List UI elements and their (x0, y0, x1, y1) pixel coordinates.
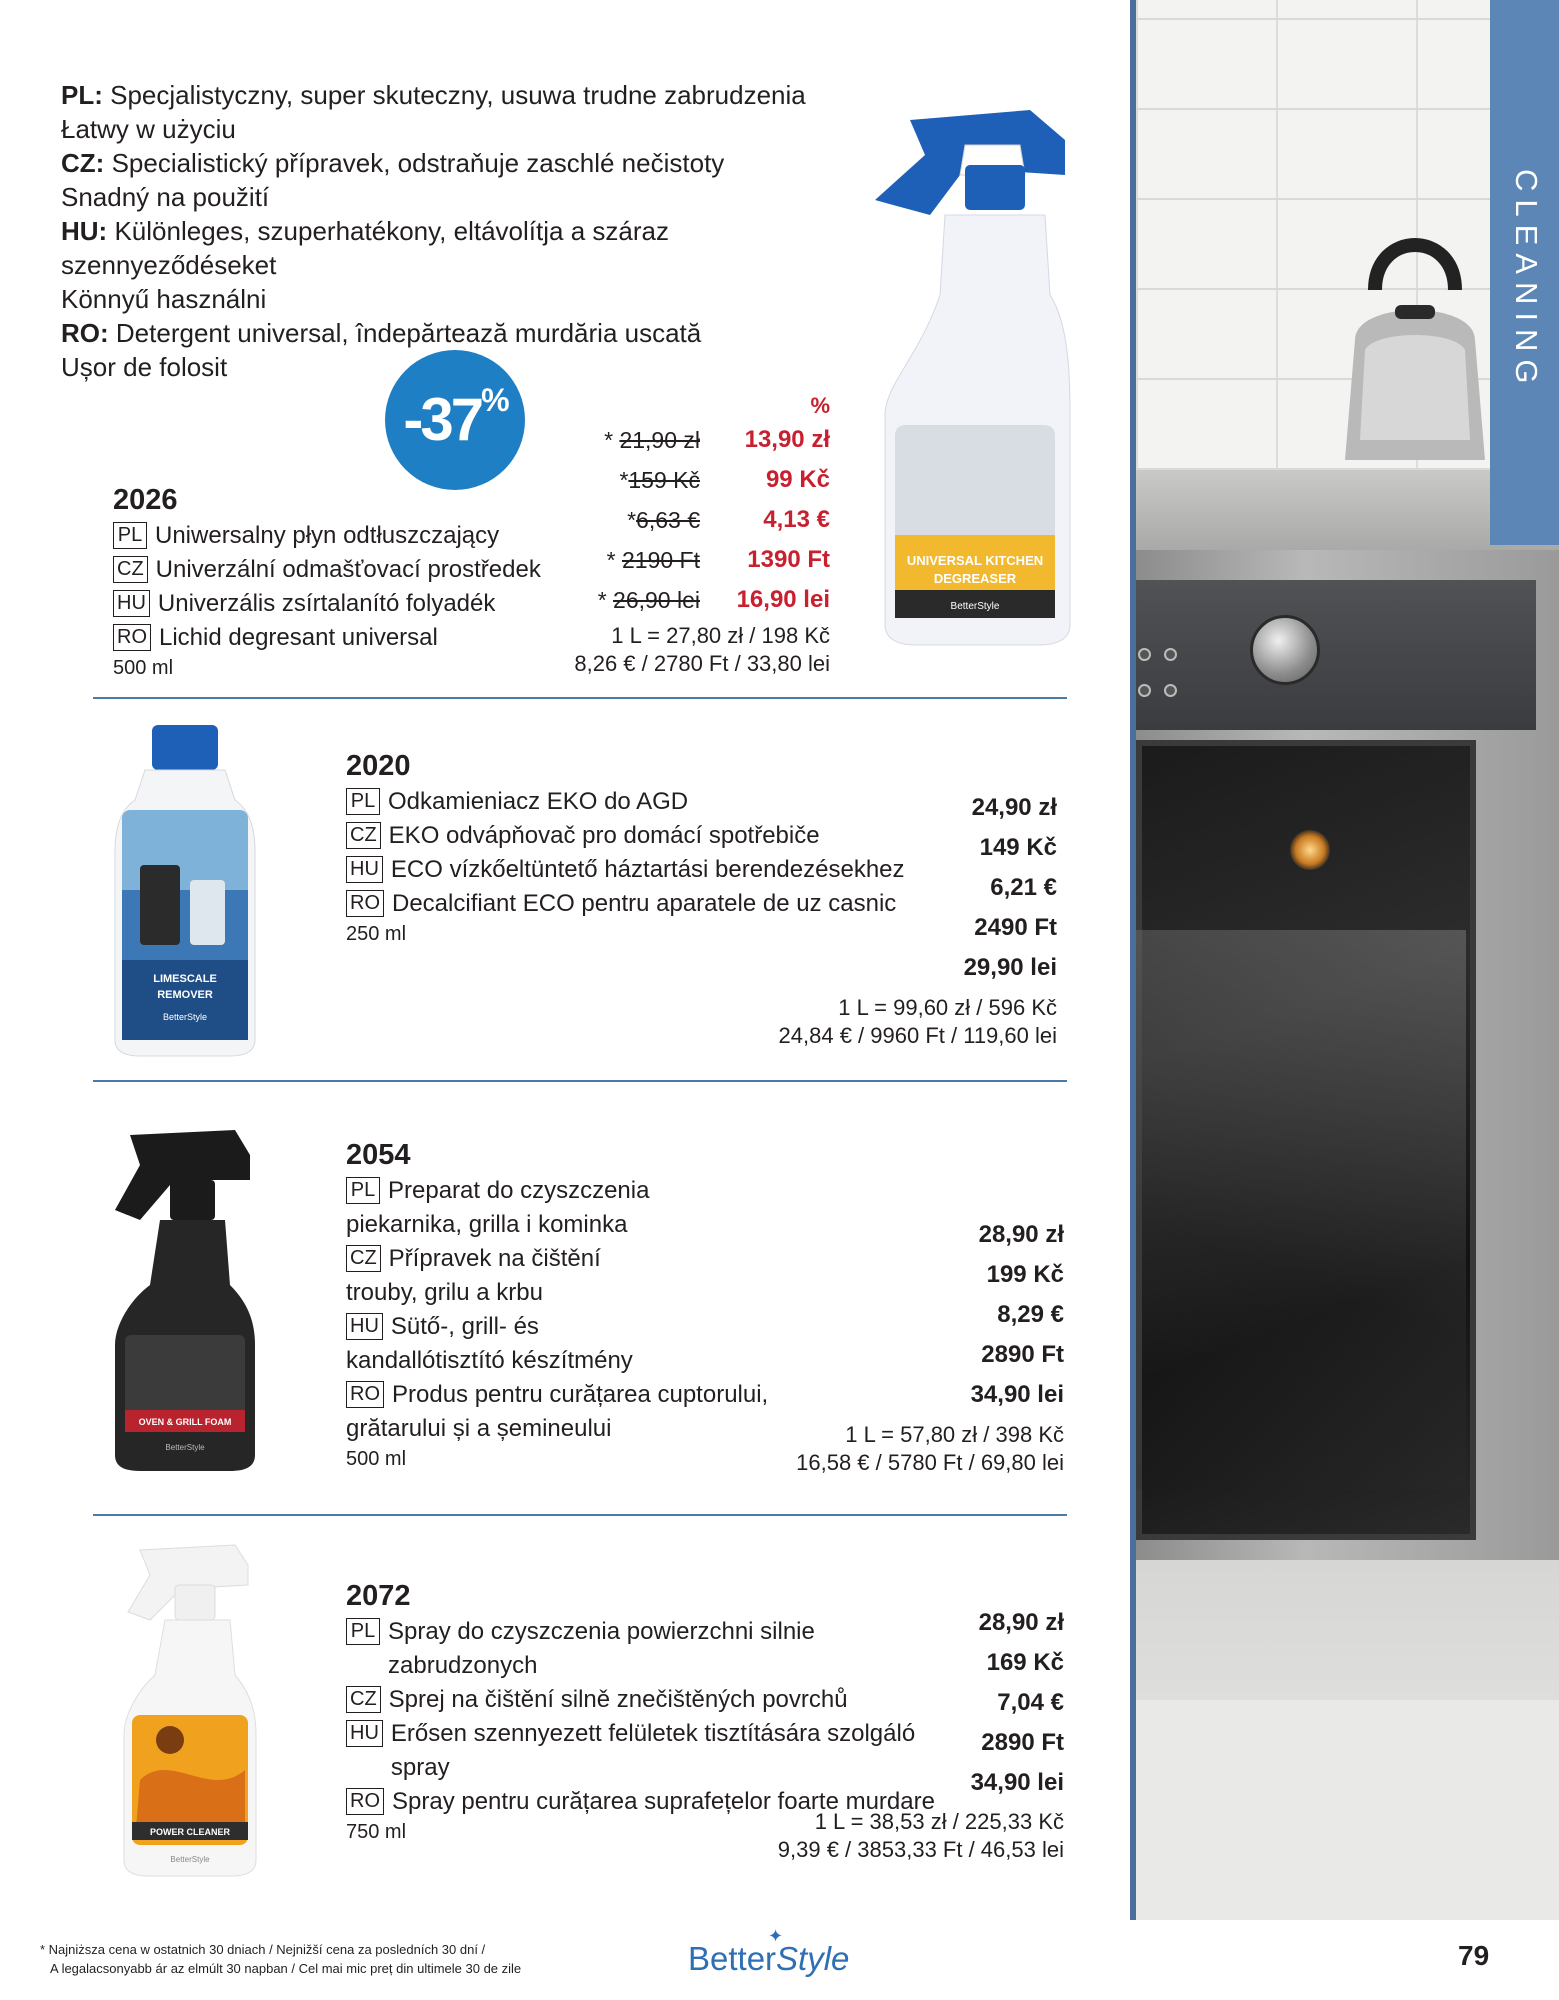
unit-price: 1 L = 27,80 zł / 198 Kč 8,26 € / 2780 Ft / 33,80 lei (574, 623, 830, 676)
oven-door-glass (1136, 930, 1466, 1490)
prices (900, 788, 1057, 988)
old-price-ron: * 26,90 lei (597, 587, 700, 613)
price-ron: 34,90 lei (970, 1381, 1064, 1408)
price-huf: 2890 Ft (981, 1729, 1064, 1756)
kettle-image (1335, 170, 1495, 470)
oven-knob (1250, 615, 1320, 685)
intro-description (61, 78, 881, 384)
product-code: 2072 (346, 1580, 411, 1612)
svg-text:REMOVER: REMOVER (157, 989, 213, 1001)
degreaser-bottle-image (870, 85, 1090, 655)
intro-pl-line2: Łatwy w użyciu (61, 114, 236, 144)
svg-text:DEGREASER: DEGREASER (933, 571, 1017, 586)
name-pl: PL Odkamieniacz EKO do AGD (346, 785, 906, 819)
name-hu: HU Univerzális zsírtalanító folyadék (113, 587, 583, 621)
limescale-bottle-image (110, 720, 260, 1060)
intro-cz: CZ: Specialistický přípravek, odstraňuje zaschlé nečistoty (61, 148, 725, 178)
name-hu: HU ECO vízkőeltüntető háztartási berendezésekhez (346, 853, 906, 887)
name-cz: CZ Přípravek na čištění (346, 1242, 796, 1276)
old-prices (560, 420, 700, 620)
name-ro: RO Spray pentru curățarea suprafețelor foarte murdare (346, 1785, 946, 1819)
product-code: 2054 (346, 1139, 411, 1171)
star-icon: ✦ (768, 1926, 784, 1946)
prices (900, 1215, 1064, 1415)
power-cleaner-bottle-image (120, 1540, 260, 1880)
price-eur: 7,04 € (997, 1689, 1064, 1716)
old-price-eur: *6,63 € (627, 507, 700, 533)
price-czk: 199 Kč (986, 1261, 1064, 1288)
discount-badge: -37% (385, 350, 525, 490)
volume: 500 ml (346, 1448, 407, 1470)
name-cz: CZ EKO odvápňovač pro domácí spotřebiče (346, 819, 906, 853)
section-divider (93, 1080, 1067, 1082)
price-czk: 99 Kč (765, 466, 830, 493)
price-ron: 29,90 lei (963, 954, 1057, 981)
price-pln: 24,90 zł (971, 794, 1057, 821)
name-hu: HU Sütő-, grill- és (346, 1310, 796, 1344)
price-eur: 4,13 € (763, 506, 830, 533)
svg-text:POWER CLEANER: POWER CLEANER (149, 1827, 231, 1837)
percent-header: % (810, 393, 830, 418)
oven-cleaner-bottle-image (110, 1125, 260, 1475)
degreaser-label: UNIVERSAL KITCHEN (906, 553, 1044, 568)
name-pl: PL Preparat do czyszczenia (346, 1174, 796, 1208)
name-ro: RO Lichid degresant universal (113, 621, 583, 655)
price-pln: 28,90 zł (978, 1221, 1064, 1248)
old-price-czk: *159 Kč (619, 467, 700, 493)
intro-hu-line2: Könnyű használni (61, 284, 267, 314)
intro-cz-line2: Snadný na použití (61, 182, 270, 212)
prices (900, 1603, 1064, 1803)
oven-buttons (1138, 648, 1198, 708)
price-huf: 2890 Ft (981, 1341, 1064, 1368)
price-pln: 28,90 zł (978, 1609, 1064, 1636)
name-ro: RO Decalcifiant ECO pentru aparatele de uz casnic (346, 887, 906, 921)
price-czk: 149 Kč (979, 834, 1057, 861)
old-price-huf: * 2190 Ft (606, 547, 700, 573)
price-eur: 8,29 € (997, 1301, 1064, 1328)
volume: 250 ml (346, 923, 407, 945)
svg-text:OVEN & GRILL FOAM: OVEN & GRILL FOAM (138, 1417, 232, 1427)
sale-prices (700, 420, 830, 620)
price-eur: 6,21 € (990, 874, 1057, 901)
price-huf: 2490 Ft (974, 914, 1057, 941)
product-names: PL Preparat do czyszczenia piekarnika, grilla i kominka CZ Přípravek na čištění trouby, grilu a krbu HU Sütő-, grill- és kandallótisztító készítmény RO Produs pentru curățarea cuptorului, grătarului și a șemineului 500 ml (346, 1174, 796, 1472)
unit-price: 1 L = 38,53 zł / 225,33 Kč 9,39 € / 3853,33 Ft / 46,53 lei (777, 1809, 1064, 1862)
price-huf: 1390 Ft (747, 546, 830, 573)
oven-lamp (1290, 830, 1330, 870)
price-ron: 16,90 lei (736, 586, 830, 613)
unit-price: 1 L = 57,80 zł / 398 Kč 16,58 € / 5780 Ft / 69,80 lei (796, 1422, 1064, 1475)
svg-text:LIMESCALE: LIMESCALE (153, 973, 217, 985)
product-names (346, 785, 906, 947)
floor (1136, 1700, 1559, 1920)
price-pln: 13,90 zł (744, 426, 830, 453)
svg-text:BetterStyle: BetterStyle (165, 1443, 205, 1452)
svg-text:BetterStyle: BetterStyle (950, 601, 1000, 612)
category-tab-label: CLEANING (1509, 168, 1544, 392)
name-ro: RO Produs pentru curățarea cuptorului, (346, 1378, 796, 1412)
old-price-pln: * 21,90 zł (604, 427, 700, 453)
page-number: 79 (1458, 1940, 1490, 1971)
intro-pl: PL: Specjalistyczny, super skuteczny, usuwa trudne zabrudzenia (61, 80, 806, 110)
footnote: * Najniższa cena w ostatnich 30 dniach / Nejnižší cena za posledních 30 dní / A legalacsonyabb ár az elmúlt 30 napban / Cel mai mic preț din ultimele 30 de zile (40, 1942, 522, 1976)
name-pl: PL Spray do czyszczenia powierzchni silnie zabrudzonych (346, 1615, 946, 1683)
name-cz: CZ Univerzální odmašťovací prostředek (113, 553, 583, 587)
unit-price: 1 L = 99,60 zł / 596 Kč 24,84 € / 9960 Ft / 119,60 lei (778, 995, 1057, 1048)
product-code: 2020 (346, 750, 411, 782)
name-hu: HU Erősen szennyezett felületek tisztítására szolgáló spray (346, 1717, 946, 1785)
intro-hu: HU: Különleges, szuperhatékony, eltávolítja a száraz szennyeződéseket (61, 216, 669, 280)
product-names (113, 519, 583, 681)
volume: 500 ml (113, 657, 174, 679)
section-divider (93, 697, 1067, 699)
svg-text:BetterStyle: BetterStyle (170, 1855, 210, 1864)
name-pl: PL Uniwersalny płyn odtłuszczający (113, 519, 583, 553)
price-czk: 169 Kč (986, 1649, 1064, 1676)
intro-ro: RO: Detergent universal, îndepărtează murdăria uscată (61, 318, 702, 348)
intro-ro-line2: Ușor de folosit (61, 352, 228, 382)
section-divider (93, 1514, 1067, 1516)
brand-logo: ✦ BetterStyle (688, 1926, 850, 1977)
name-cz: CZ Sprej na čištění silně znečištěných povrchů (346, 1683, 946, 1717)
volume: 750 ml (346, 1821, 407, 1843)
svg-text:BetterStyle: BetterStyle (162, 1012, 208, 1022)
price-ron: 34,90 lei (970, 1769, 1064, 1796)
product-code: 2026 (113, 484, 178, 516)
